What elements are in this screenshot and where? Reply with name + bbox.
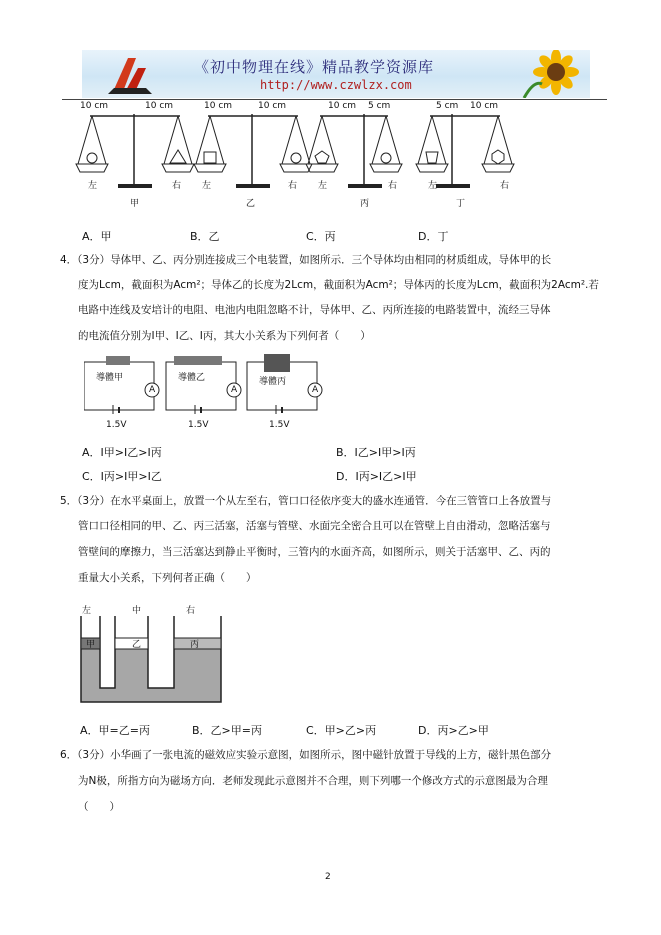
scale-jia-right-length: 10 cm: [145, 101, 174, 111]
circuit-yi: [166, 356, 241, 414]
scale-yi-right-side: 右: [288, 181, 298, 191]
banner-title: 《初中物理在线》精品教学资源库: [194, 58, 435, 76]
scale-ding-left-side: 左: [428, 181, 438, 191]
banner-url: http://www.czwlzx.com: [260, 78, 412, 92]
logo-icon: [106, 54, 156, 96]
scale-bing: [306, 114, 402, 188]
q5-option-c: C．甲>乙>丙: [306, 724, 377, 737]
scale-ding-label: 丁: [456, 199, 466, 209]
scale-yi-label: 乙: [246, 199, 256, 209]
q6-line-2: 为N极，所指方向为磁场方向．老师发现此示意图并不合理，则下列哪一个修改方式的示意图最为合理: [78, 775, 548, 787]
circuit-jia-meter: A: [149, 385, 156, 395]
q5-line-1: 5．（3分）在水平桌面上，放置一个从左至右，管口口径依序变大的盛水连通管．今在三管管口上各放置与: [60, 495, 552, 507]
sunflower-icon: [520, 50, 590, 98]
q3-option-c: C．丙: [306, 230, 336, 243]
tube-left-label: 左: [82, 606, 92, 616]
scale-bing-label: 丙: [360, 199, 370, 209]
scale-ding-right-length: 10 cm: [470, 101, 499, 111]
scale-ding: [416, 114, 514, 188]
q5-tube-figure: [78, 612, 228, 706]
scale-jia: [76, 114, 194, 188]
scale-bing-left-side: 左: [318, 181, 328, 191]
scale-yi: [194, 114, 312, 188]
tube-right-label: 右: [186, 606, 196, 616]
q6-line-3: （ ）: [78, 801, 120, 813]
q5-line-4: 重量大小关系，下列何者正确（ ）: [78, 572, 257, 584]
q4-option-b: B．I乙>I甲>I丙: [336, 446, 416, 459]
q4-line-1: 4．（3分）导体甲、乙、丙分别连接成三个电装置，如图所示．三个导体均由相同的材质组成，导体甲的长: [60, 254, 552, 266]
q5-line-3: 管壁间的摩擦力，当三活塞达到静止平衡时，三管内的水面齐高，如图所示，则关于活塞甲、乙、丙的: [78, 546, 551, 558]
q4-option-a: A．I甲>I乙>I丙: [82, 446, 162, 459]
q5-line-2: 管口口径相同的甲、乙、丙三活塞，活塞与管壁、水面完全密合且可以在管壁上自由滑动，忽略活塞与: [78, 520, 551, 532]
q6-line-1: 6．（3分）小华画了一张电流的磁效应实验示意图，如图所示，图中磁针放置于导线的上方，磁针黑色部分: [60, 749, 552, 761]
header-banner: [82, 50, 590, 98]
circuit-bing-conductor: 導體丙: [259, 377, 287, 387]
circuit-yi-conductor: 導體乙: [178, 373, 206, 383]
q3-option-d: D．丁: [418, 230, 449, 243]
scale-yi-left-length: 10 cm: [204, 101, 233, 111]
q4-line-3: 电路中连线及安培计的电阻、电池内电阻忽略不计，导体甲、乙、丙所连接的电路装置中，流经三导体: [78, 304, 551, 316]
q5-option-a: A．甲=乙=丙: [80, 724, 150, 737]
circuit-jia: [84, 356, 159, 414]
scale-bing-left-length: 10 cm: [328, 101, 357, 111]
scale-ding-right-side: 右: [500, 181, 510, 191]
q3-option-b: B．乙: [190, 230, 220, 243]
circuit-bing-voltage: 1.5V: [269, 420, 290, 430]
page-number: 2: [325, 872, 331, 882]
circuit-jia-conductor: 導體甲: [96, 373, 124, 383]
scale-jia-right-side: 右: [172, 181, 182, 191]
scale-yi-left-side: 左: [202, 181, 212, 191]
scale-jia-left-length: 10 cm: [80, 101, 109, 111]
q4-option-d: D．I丙>I乙>I甲: [336, 470, 417, 483]
scale-jia-label: 甲: [130, 199, 140, 209]
circuit-yi-voltage: 1.5V: [188, 420, 209, 430]
scale-yi-right-length: 10 cm: [258, 101, 287, 111]
q4-line-4: 的电流值分别为I甲、I乙、I丙，其大小关系为下列何者（ ）: [78, 330, 371, 342]
q5-option-b: B．乙>甲=丙: [192, 724, 262, 737]
scale-bing-right-length: 5 cm: [368, 101, 391, 111]
circuit-yi-meter: A: [231, 385, 238, 395]
scale-bing-right-side: 右: [388, 181, 398, 191]
scale-ding-left-length: 5 cm: [436, 101, 459, 111]
scale-jia-left-side: 左: [88, 181, 98, 191]
piston-bing-label: 丙: [190, 640, 200, 650]
q4-option-c: C．I丙>I甲>I乙: [82, 470, 162, 483]
q5-option-d: D．丙>乙>甲: [418, 724, 489, 737]
circuit-jia-voltage: 1.5V: [106, 420, 127, 430]
piston-jia-label: 甲: [86, 640, 96, 650]
tube-middle-label: 中: [132, 606, 142, 616]
q3-option-a: A．甲: [82, 230, 112, 243]
q4-line-2: 度为Lcm，截面积为Acm²；导体乙的长度为2Lcm，截面积为Acm²；导体丙的长度为Lcm，截面积为2Acm².若: [78, 279, 599, 291]
piston-yi-label: 乙: [132, 640, 142, 650]
circuit-bing-meter: A: [312, 385, 319, 395]
q3-balance-figure: [70, 100, 540, 200]
q4-circuit-figure: [84, 354, 324, 414]
